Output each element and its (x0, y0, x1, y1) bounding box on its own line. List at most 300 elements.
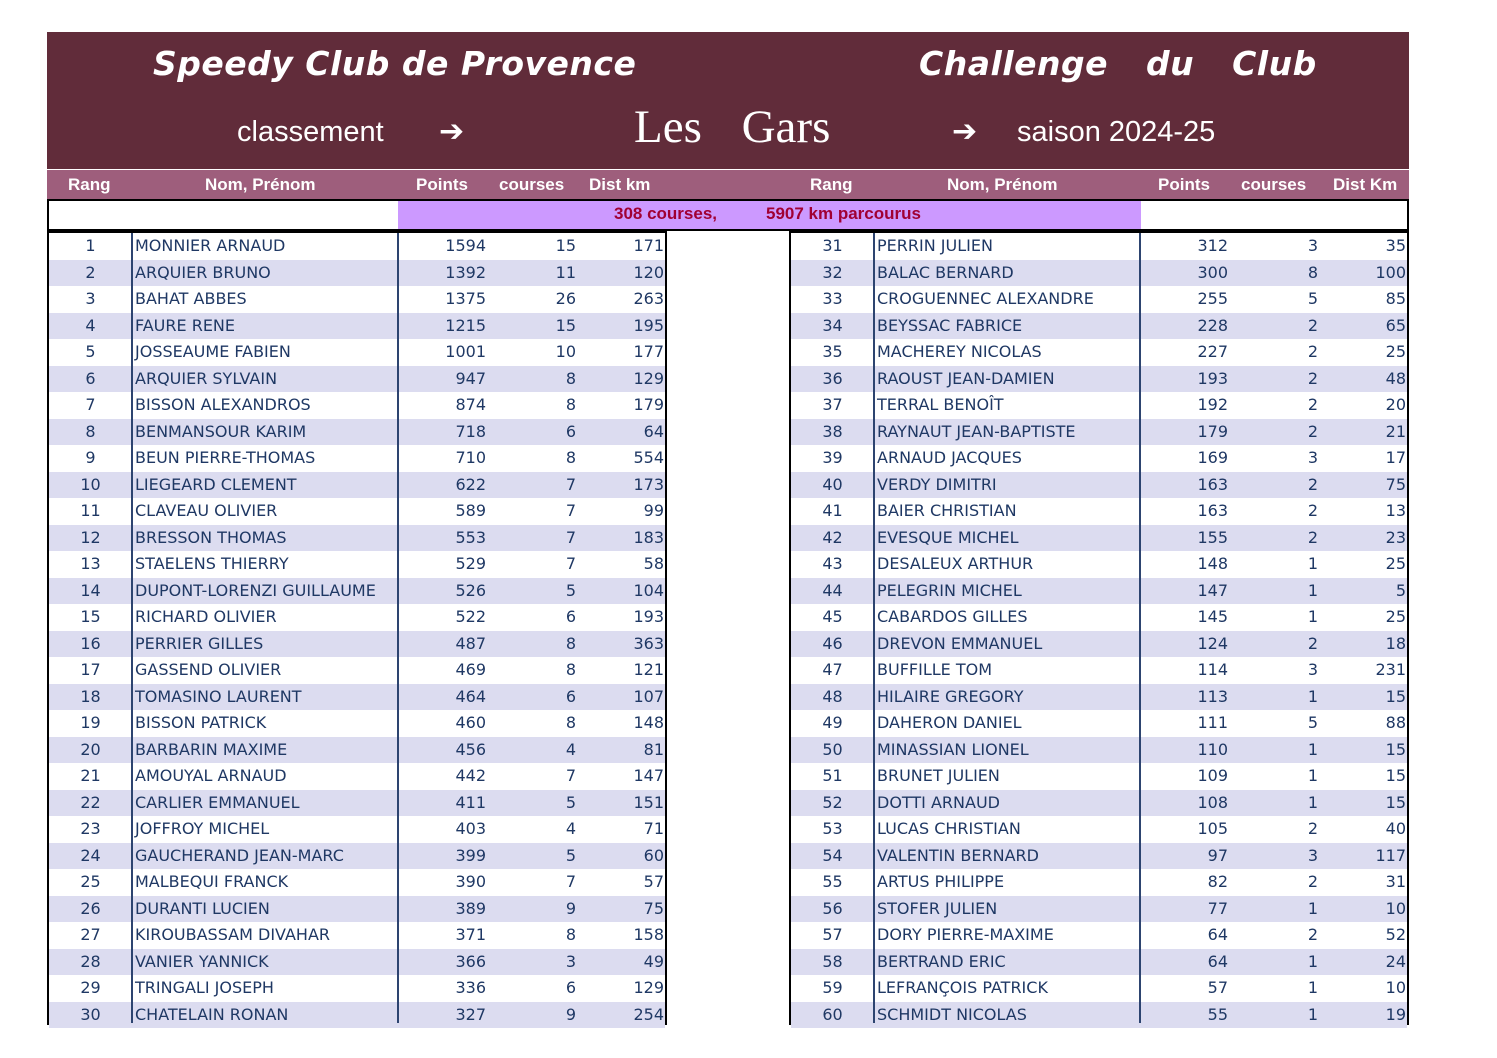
races-cell: 2 (1307, 501, 1318, 520)
rank-cell: 34 (822, 315, 843, 335)
name-cell: VERDY DIMITRI (877, 474, 997, 494)
rank-cell: 47 (822, 660, 843, 679)
points-cell: 1594 (445, 236, 486, 255)
table-row (791, 1002, 1407, 1029)
points-cell: 456 (455, 739, 486, 759)
rank-cell: 49 (822, 713, 843, 732)
rank-cell: 5 (85, 342, 96, 361)
distance-cell: 49 (643, 951, 664, 971)
races-cell: 7 (565, 501, 576, 520)
points-cell: 1001 (445, 342, 486, 361)
rank-cell: 14 (80, 580, 101, 600)
table-row (49, 392, 665, 419)
points-cell: 114 (1197, 660, 1228, 679)
points-cell: 110 (1197, 739, 1228, 759)
table-row (49, 339, 665, 366)
distance-cell: 57 (643, 872, 664, 891)
rank-cell: 27 (80, 925, 101, 944)
points-cell: 55 (1207, 1004, 1228, 1024)
name-cell: BALAC BERNARD (877, 262, 1014, 282)
distance-cell: 15 (1385, 739, 1406, 759)
rank-cell: 12 (80, 527, 101, 547)
rank-cell: 33 (822, 289, 843, 308)
points-cell: 145 (1197, 607, 1228, 626)
table-row (791, 392, 1407, 419)
name-cell: JOFFROY MICHEL (135, 819, 270, 838)
column-divider (1139, 233, 1141, 1023)
distance-cell: 151 (633, 792, 664, 812)
name-cell: MALBEQUI FRANCK (135, 872, 289, 891)
table-row (49, 498, 665, 525)
points-cell: 147 (1197, 580, 1228, 600)
rank-cell: 2 (85, 262, 96, 282)
rank-cell: 35 (822, 342, 843, 361)
distance-cell: 173 (633, 474, 664, 494)
races-cell: 15 (555, 236, 576, 255)
points-cell: 82 (1207, 872, 1228, 891)
name-cell: DOTTI ARNAUD (877, 792, 1000, 812)
ranking-table-right (789, 231, 1409, 1025)
rank-cell: 6 (85, 368, 96, 388)
points-cell: 300 (1197, 262, 1228, 282)
rank-cell: 37 (822, 395, 843, 414)
name-cell: BUFFILLE TOM (877, 660, 993, 679)
points-cell: 179 (1197, 421, 1228, 441)
rank-cell: 16 (80, 633, 101, 653)
name-cell: VALENTIN BERNARD (877, 845, 1039, 865)
rank-cell: 19 (80, 713, 101, 732)
rank-cell: 56 (822, 898, 843, 918)
points-cell: 399 (455, 845, 486, 865)
races-cell: 10 (555, 342, 576, 361)
rank-cell: 24 (80, 845, 101, 865)
table-row (791, 419, 1407, 446)
arrow-right-icon: ➔ (439, 114, 465, 149)
rank-cell: 15 (80, 607, 101, 626)
points-cell: 1375 (445, 289, 486, 308)
distance-cell: 231 (1375, 660, 1406, 679)
table-row (49, 525, 665, 552)
table-row (791, 604, 1407, 631)
races-cell: 2 (1307, 315, 1318, 335)
table-row (791, 816, 1407, 843)
column-header-races: courses (499, 175, 565, 194)
table-row (49, 843, 665, 870)
rank-cell: 46 (822, 633, 843, 653)
distance-cell: 21 (1385, 421, 1406, 441)
rank-cell: 10 (80, 474, 101, 494)
total-distance: 5907 km parcourus (766, 204, 921, 223)
name-cell: PERRIER GILLES (135, 633, 264, 653)
distance-cell: 85 (1385, 289, 1406, 308)
name-cell: DURANTI LUCIEN (135, 898, 270, 918)
races-cell: 8 (565, 448, 576, 467)
table-row (791, 737, 1407, 764)
distance-cell: 75 (643, 898, 664, 918)
table-row (791, 286, 1407, 313)
column-header-points: Points (1158, 175, 1210, 194)
races-cell: 5 (1307, 713, 1318, 732)
races-cell: 1 (1307, 898, 1318, 918)
rank-cell: 42 (822, 527, 843, 547)
rank-cell: 30 (80, 1004, 101, 1024)
points-cell: 718 (455, 421, 486, 441)
table-row (791, 922, 1407, 949)
table-row (791, 260, 1407, 287)
distance-cell: 71 (643, 819, 664, 838)
table-row (791, 551, 1407, 578)
name-cell: DREVON EMMANUEL (877, 633, 1043, 653)
points-cell: 336 (455, 978, 486, 997)
rank-cell: 40 (822, 474, 843, 494)
name-cell: LIEGEARD CLEMENT (135, 474, 297, 494)
races-cell: 9 (565, 898, 576, 918)
name-cell: EVESQUE MICHEL (877, 527, 1019, 547)
name-cell: BEYSSAC FABRICE (877, 315, 1023, 335)
name-cell: CABARDOS GILLES (877, 607, 1028, 626)
table-row (791, 525, 1407, 552)
rank-cell: 55 (822, 872, 843, 891)
points-cell: 193 (1197, 368, 1228, 388)
name-cell: RAOUST JEAN-DAMIEN (877, 368, 1055, 388)
races-cell: 8 (565, 713, 576, 732)
table-row (791, 498, 1407, 525)
table-row (791, 869, 1407, 896)
distance-cell: 15 (1385, 686, 1406, 706)
name-cell: JOSSEAUME FABIEN (135, 342, 291, 361)
name-cell: STOFER JULIEN (877, 898, 998, 918)
name-cell: VANIER YANNICK (135, 951, 269, 971)
races-cell: 8 (565, 368, 576, 388)
races-cell: 1 (1307, 766, 1318, 785)
rank-cell: 13 (80, 554, 101, 573)
distance-cell: 129 (633, 978, 664, 997)
distance-cell: 104 (633, 580, 664, 600)
rank-cell: 3 (85, 289, 96, 308)
points-cell: 124 (1197, 633, 1228, 653)
distance-cell: 195 (633, 315, 664, 335)
races-cell: 2 (1307, 527, 1318, 547)
name-cell: SCHMIDT NICOLAS (877, 1004, 1027, 1024)
races-cell: 26 (555, 289, 576, 308)
table-row (791, 313, 1407, 340)
total-races: 308 courses, (614, 204, 718, 223)
races-cell: 3 (1307, 660, 1318, 679)
rank-cell: 9 (85, 448, 96, 467)
rank-cell: 59 (822, 978, 843, 997)
name-cell: BISSON PATRICK (135, 713, 267, 732)
distance-cell: 179 (633, 395, 664, 414)
races-cell: 4 (565, 739, 576, 759)
races-cell: 6 (565, 978, 576, 997)
races-cell: 1 (1307, 554, 1318, 573)
rank-cell: 48 (822, 686, 843, 706)
races-cell: 1 (1307, 1004, 1318, 1024)
points-cell: 526 (455, 580, 486, 600)
races-cell: 7 (565, 527, 576, 547)
distance-cell: 148 (633, 713, 664, 732)
points-cell: 553 (455, 527, 486, 547)
name-cell: BRUNET JULIEN (877, 766, 1000, 785)
races-cell: 1 (1307, 686, 1318, 706)
points-cell: 366 (455, 951, 486, 971)
table-row (791, 896, 1407, 923)
points-cell: 111 (1197, 713, 1228, 732)
table-row (791, 949, 1407, 976)
points-cell: 469 (455, 660, 486, 679)
points-cell: 710 (455, 448, 486, 467)
classement-label: classement (237, 116, 384, 148)
column-header-row (47, 170, 1409, 199)
rank-cell: 18 (80, 686, 101, 706)
points-cell: 460 (455, 713, 486, 732)
table-row (49, 816, 665, 843)
name-cell: BISSON ALEXANDROS (135, 395, 311, 414)
races-cell: 8 (565, 633, 576, 653)
name-cell: GASSEND OLIVIER (135, 660, 282, 679)
races-cell: 11 (555, 262, 576, 282)
rank-cell: 21 (80, 766, 101, 785)
table-row (49, 896, 665, 923)
name-cell: MONNIER ARNAUD (135, 236, 286, 255)
races-cell: 5 (1307, 289, 1318, 308)
distance-cell: 10 (1385, 978, 1406, 997)
rank-cell: 8 (85, 421, 96, 441)
rank-cell: 38 (822, 421, 843, 441)
points-cell: 947 (455, 368, 486, 388)
points-cell: 255 (1197, 289, 1228, 308)
races-cell: 1 (1307, 978, 1318, 997)
points-cell: 163 (1197, 501, 1228, 520)
table-row (49, 313, 665, 340)
table-row (791, 710, 1407, 737)
table-row (791, 975, 1407, 1002)
column-header-distance: Dist km (589, 175, 651, 194)
points-cell: 228 (1197, 315, 1228, 335)
rank-cell: 20 (80, 739, 101, 759)
table-row (49, 949, 665, 976)
distance-cell: 35 (1385, 236, 1406, 255)
races-cell: 4 (565, 819, 576, 838)
races-cell: 2 (1307, 421, 1318, 441)
table-row (791, 763, 1407, 790)
rank-cell: 36 (822, 368, 843, 388)
summary-row (47, 199, 1409, 231)
races-cell: 9 (565, 1004, 576, 1024)
points-cell: 371 (455, 925, 486, 944)
rank-cell: 17 (80, 660, 101, 679)
races-cell: 7 (565, 872, 576, 891)
name-cell: DORY PIERRE-MAXIME (877, 925, 1054, 944)
table-row (791, 445, 1407, 472)
rank-cell: 54 (822, 845, 843, 865)
rank-cell: 11 (80, 501, 101, 520)
distance-cell: 40 (1385, 819, 1406, 838)
races-cell: 2 (1307, 474, 1318, 494)
points-cell: 77 (1207, 898, 1228, 918)
distance-cell: 554 (633, 448, 664, 467)
column-header-distance: Dist Km (1333, 175, 1398, 194)
rank-cell: 4 (85, 315, 96, 335)
rank-cell: 50 (822, 739, 843, 759)
races-cell: 2 (1307, 819, 1318, 838)
name-cell: DAHERON DANIEL (877, 713, 1022, 732)
table-row (791, 657, 1407, 684)
table-row (49, 604, 665, 631)
races-cell: 5 (565, 845, 576, 865)
distance-cell: 64 (643, 421, 664, 441)
points-cell: 64 (1207, 925, 1228, 944)
table-row (49, 684, 665, 711)
distance-cell: 100 (1375, 262, 1406, 282)
races-cell: 3 (1307, 448, 1318, 467)
table-row (49, 657, 665, 684)
distance-cell: 107 (633, 686, 664, 706)
table-row (791, 233, 1407, 260)
points-cell: 327 (455, 1004, 486, 1024)
rank-cell: 52 (822, 792, 843, 812)
name-cell: CLAVEAU OLIVIER (135, 501, 278, 520)
column-divider (397, 233, 399, 1023)
rank-cell: 31 (822, 236, 843, 255)
distance-cell: 177 (633, 342, 664, 361)
rank-cell: 28 (80, 951, 101, 971)
table-row (49, 1002, 665, 1029)
races-cell: 1 (1307, 607, 1318, 626)
table-row (49, 975, 665, 1002)
table-row (49, 869, 665, 896)
name-cell: BERTRAND ERIC (877, 951, 1006, 971)
rank-cell: 53 (822, 819, 843, 838)
name-cell: RAYNAUT JEAN-BAPTISTE (877, 421, 1076, 441)
summary-highlight (398, 201, 1141, 229)
title-banner (47, 32, 1409, 169)
distance-cell: 193 (633, 607, 664, 626)
distance-cell: 52 (1385, 925, 1406, 944)
races-cell: 6 (565, 686, 576, 706)
table-row (791, 472, 1407, 499)
distance-cell: 120 (633, 262, 664, 282)
rank-cell: 1 (85, 236, 96, 255)
points-cell: 312 (1197, 236, 1228, 255)
races-cell: 2 (1307, 925, 1318, 944)
distance-cell: 183 (633, 527, 664, 547)
points-cell: 411 (455, 792, 486, 812)
races-cell: 3 (1307, 845, 1318, 865)
column-divider (131, 233, 133, 1023)
points-cell: 57 (1207, 978, 1228, 997)
rank-cell: 44 (822, 580, 843, 600)
races-cell: 8 (565, 660, 576, 679)
distance-cell: 48 (1385, 368, 1406, 388)
rank-cell: 60 (822, 1004, 843, 1024)
races-cell: 6 (565, 421, 576, 441)
table-row (791, 843, 1407, 870)
races-cell: 6 (565, 607, 576, 626)
races-cell: 3 (565, 951, 576, 971)
races-cell: 1 (1307, 792, 1318, 812)
name-cell: MINASSIAN LIONEL (877, 739, 1029, 759)
points-cell: 487 (455, 633, 486, 653)
table-row (791, 578, 1407, 605)
distance-cell: 121 (633, 660, 664, 679)
name-cell: LUCAS CHRISTIAN (877, 819, 1021, 838)
name-cell: DESALEUX ARTHUR (877, 554, 1034, 573)
races-cell: 1 (1307, 580, 1318, 600)
points-cell: 227 (1197, 342, 1228, 361)
distance-cell: 363 (633, 633, 664, 653)
rank-cell: 29 (80, 978, 101, 997)
name-cell: BAHAT ABBES (135, 289, 247, 308)
name-cell: TOMASINO LAURENT (135, 686, 302, 706)
table-row (49, 710, 665, 737)
races-cell: 1 (1307, 951, 1318, 971)
column-header-name: Nom, Prénom (947, 175, 1058, 194)
name-cell: BENMANSOUR KARIM (135, 421, 307, 441)
races-cell: 7 (565, 554, 576, 573)
distance-cell: 158 (633, 925, 664, 944)
points-cell: 169 (1197, 448, 1228, 467)
table-row (49, 366, 665, 393)
name-cell: ARQUIER SYLVAIN (135, 368, 278, 388)
column-header-name: Nom, Prénom (205, 175, 316, 194)
name-cell: ARNAUD JACQUES (877, 448, 1022, 467)
table-row (791, 366, 1407, 393)
ranking-table-left (47, 231, 667, 1025)
points-cell: 97 (1207, 845, 1228, 865)
column-header-points: Points (416, 175, 468, 194)
table-row (791, 339, 1407, 366)
name-cell: MACHEREY NICOLAS (877, 342, 1042, 361)
challenge-title: Challenge du Club (919, 44, 1317, 83)
distance-cell: 24 (1385, 951, 1406, 971)
races-cell: 2 (1307, 872, 1318, 891)
distance-cell: 99 (643, 501, 664, 520)
table-row (791, 790, 1407, 817)
distance-cell: 117 (1375, 845, 1406, 865)
arrow-right-icon: ➔ (952, 114, 978, 149)
races-cell: 8 (565, 925, 576, 944)
rank-cell: 25 (80, 872, 101, 891)
distance-cell: 171 (633, 236, 664, 255)
name-cell: KIROUBASSAM DIVAHAR (135, 925, 330, 944)
distance-cell: 129 (633, 368, 664, 388)
distance-cell: 18 (1385, 633, 1406, 653)
rank-cell: 43 (822, 554, 843, 573)
table-row (791, 684, 1407, 711)
name-cell: PERRIN JULIEN (877, 236, 993, 255)
name-cell: RICHARD OLIVIER (135, 607, 277, 626)
column-header-rank: Rang (68, 175, 111, 194)
distance-cell: 65 (1385, 315, 1406, 335)
name-cell: BEUN PIERRE-THOMAS (135, 448, 316, 467)
distance-cell: 58 (643, 554, 664, 573)
name-cell: TRINGALI JOSEPH (135, 978, 274, 997)
points-cell: 442 (455, 766, 486, 785)
table-row (49, 551, 665, 578)
distance-cell: 263 (633, 289, 664, 308)
name-cell: CROGUENNEC ALEXANDRE (877, 289, 1094, 308)
name-cell: ARTUS PHILIPPE (877, 872, 1005, 891)
distance-cell: 88 (1385, 713, 1406, 732)
points-cell: 390 (455, 872, 486, 891)
races-cell: 15 (555, 315, 576, 335)
name-cell: HILAIRE GREGORY (877, 686, 1024, 706)
rank-cell: 41 (822, 501, 843, 520)
races-cell: 8 (565, 395, 576, 414)
rank-cell: 57 (822, 925, 843, 944)
distance-cell: 15 (1385, 766, 1406, 785)
